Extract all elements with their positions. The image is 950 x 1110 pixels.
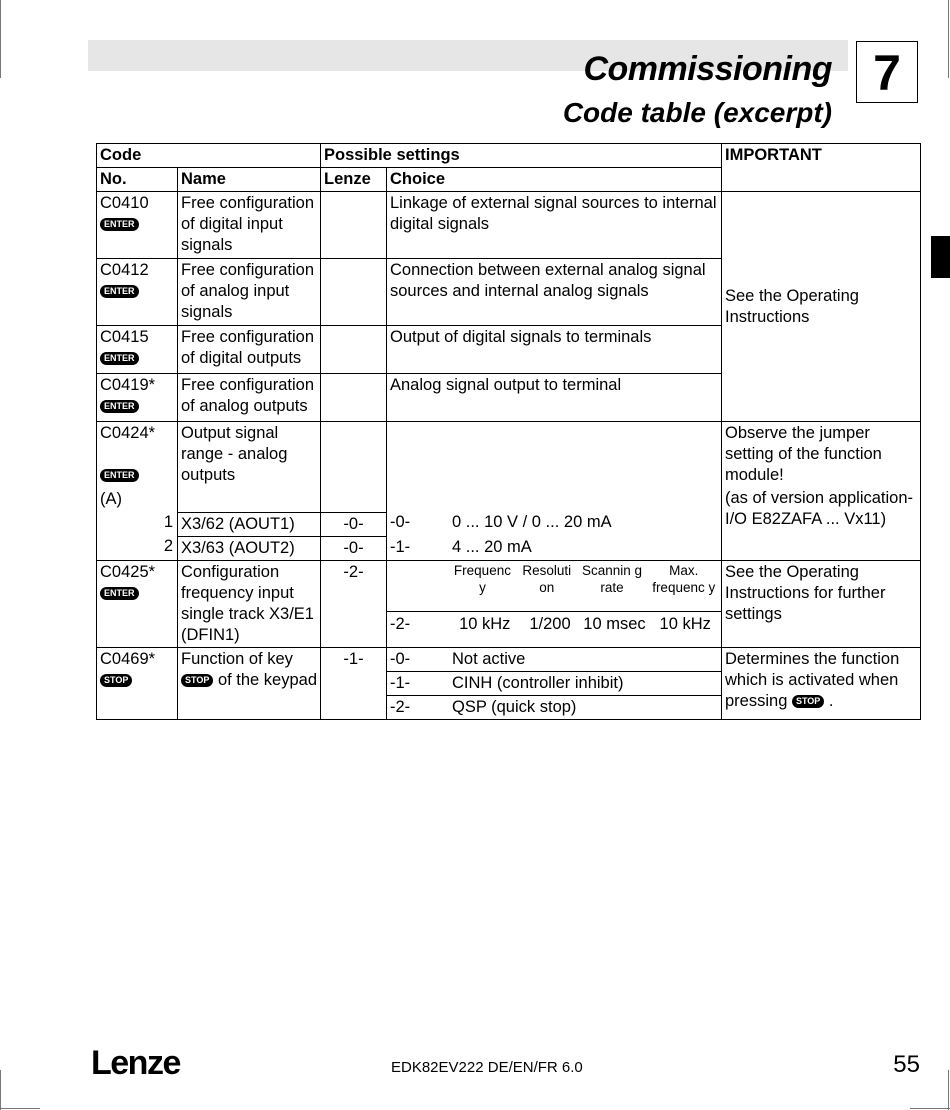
code-number: C0419*	[100, 376, 156, 394]
choice-cell: Linkage of external signal sources to internal digital signals	[387, 192, 722, 259]
option-code: -2-	[390, 698, 411, 716]
option-code: -2-	[390, 615, 411, 634]
header-name: Name	[178, 168, 321, 192]
name-cell	[178, 648, 321, 720]
important-cell: See the Operating Instructions for further settings	[722, 561, 921, 648]
name-cell: Free configuration of digital input signals	[178, 192, 321, 259]
choice-cell: Analog signal output to terminal	[387, 374, 722, 422]
col-resolution: Resoluti on	[522, 563, 572, 595]
option-code: -1-	[390, 538, 411, 556]
name-cell: Free configuration of analog input signals	[178, 259, 321, 326]
value-scanning-rate: 10 msec	[583, 615, 646, 634]
code-cell	[97, 326, 178, 374]
option-row	[387, 612, 721, 637]
code-number: C0469*	[100, 650, 156, 668]
col-frequency: Frequenc y	[453, 563, 511, 595]
crop-mark	[948, 0, 949, 78]
table-header-row	[97, 144, 921, 168]
name-text: Function of key	[181, 650, 293, 668]
lenze-cell	[321, 192, 387, 259]
option-code: -1-	[390, 674, 411, 692]
option-row	[387, 510, 721, 535]
header-lenze: Lenze	[321, 168, 387, 192]
option-text: 0 ... 10 V / 0 ... 20 mA	[452, 513, 612, 531]
stop-key-icon: STOP	[100, 674, 132, 687]
frequency-header	[387, 561, 721, 597]
lenze-cell: -0-	[321, 513, 387, 537]
important-cell	[722, 422, 921, 561]
option-text: QSP (quick stop)	[452, 698, 577, 716]
code-cell	[97, 374, 178, 422]
table-row	[97, 192, 921, 259]
option-row	[387, 535, 721, 560]
code-number: C0412	[100, 261, 149, 279]
name-cell: Free configuration of digital outputs	[178, 326, 321, 374]
enter-key-icon: ENTER	[100, 587, 139, 600]
choice-cell	[387, 648, 722, 672]
code-number: C0415	[100, 328, 149, 346]
option-header-row	[387, 561, 721, 597]
code-cell	[97, 648, 178, 720]
enter-key-icon: ENTER	[100, 469, 139, 482]
table-row	[97, 648, 921, 672]
crop-mark	[0, 1108, 40, 1109]
choice-cell	[387, 422, 722, 561]
important-cell: See the Operating Instructions	[722, 192, 921, 422]
code-subcode: (A)	[100, 490, 122, 508]
lenze-cell	[321, 259, 387, 326]
lenze-cell: -0-	[321, 537, 387, 561]
name-text: of the keypad	[217, 671, 318, 689]
name-cell: X3/63 (AOUT2)	[178, 537, 321, 561]
option-table	[387, 648, 721, 671]
crop-mark	[0, 1070, 1, 1110]
header-code: Code	[97, 144, 321, 168]
option-code: -0-	[390, 650, 411, 668]
col-scanning-rate: Scannin g rate	[581, 563, 643, 595]
choice-cell: Connection between external analog signal sources and internal analog signals	[387, 259, 722, 326]
frequency-values	[387, 612, 721, 637]
code-number: C0424*	[100, 424, 156, 442]
col-max-frequency: Max. frequenc y	[652, 563, 716, 595]
code-table	[96, 143, 921, 720]
lenze-cell	[321, 326, 387, 374]
code-cell	[97, 192, 178, 259]
option-text: CINH (controller inhibit)	[452, 674, 624, 692]
lenze-cell: -2-	[321, 561, 387, 648]
lenze-logo: Lenze	[91, 1044, 180, 1082]
table-row	[97, 561, 921, 612]
enter-key-icon: ENTER	[100, 218, 139, 231]
important-note: (as of version application-I/O E82ZAFA ... Vx11)	[725, 489, 914, 528]
code-number: C0410	[100, 194, 149, 212]
value-max-frequency: 10 kHz	[659, 615, 711, 634]
header-important: IMPORTANT	[722, 144, 921, 192]
chapter-number: 7	[856, 41, 918, 103]
enter-key-icon: ENTER	[100, 400, 139, 413]
table-row	[97, 422, 921, 513]
subcode-index: 2	[163, 537, 173, 555]
chapter-tab-marker	[931, 236, 950, 278]
header-possible-settings: Possible settings	[321, 144, 722, 168]
stop-key-icon: STOP	[181, 674, 213, 687]
value-frequency: 10 kHz	[459, 615, 511, 634]
value-resolution: 1/200	[529, 615, 571, 634]
page-subtitle: Code table (excerpt)	[562, 97, 832, 128]
lenze-cell: -1-	[321, 648, 387, 720]
important-note: Determines the function which is activated when pressing	[725, 650, 900, 710]
choice-cell	[387, 696, 722, 720]
option-text: 4 ... 20 mA	[452, 538, 532, 556]
name-cell: Free configuration of analog outputs	[178, 374, 321, 422]
important-cell: Determines the function which is activated when pressing STOP .	[722, 648, 921, 720]
choice-options	[387, 510, 721, 560]
document-id: EDK82EV222 DE/EN/FR 6.0	[391, 1059, 583, 1076]
option-code: -0-	[390, 513, 411, 531]
important-note: Observe the jumper setting of the function module!	[725, 424, 882, 484]
enter-key-icon: ENTER	[100, 285, 139, 298]
enter-key-icon: ENTER	[100, 352, 139, 365]
name-cell: Configuration frequency input single track X3/E1 (DFIN1)	[178, 561, 321, 648]
code-cell	[97, 422, 178, 561]
choice-cell: Output of digital signals to terminals	[387, 326, 722, 374]
page-number: 55	[893, 1051, 920, 1078]
lenze-cell	[321, 422, 387, 513]
option-table	[387, 672, 721, 695]
option-table	[387, 696, 721, 719]
option-text: Not active	[452, 650, 526, 668]
option-row	[387, 672, 721, 695]
page-title: Commissioning	[583, 50, 832, 88]
choice-cell	[387, 612, 722, 648]
name-cell: Output signal range - analog outputs	[178, 422, 321, 513]
crop-mark	[910, 1108, 950, 1109]
choice-header-cell	[387, 561, 722, 612]
lenze-cell	[321, 374, 387, 422]
crop-mark	[0, 0, 1, 78]
code-cell	[97, 561, 178, 648]
stop-key-icon: STOP	[792, 695, 824, 708]
option-row	[387, 696, 721, 719]
name-cell: X3/62 (AOUT1)	[178, 513, 321, 537]
header-choice: Choice	[387, 168, 722, 192]
subcode-index: 1	[163, 513, 173, 531]
header-no: No.	[97, 168, 178, 192]
choice-cell	[387, 672, 722, 696]
crop-mark	[948, 1070, 949, 1110]
code-cell	[97, 259, 178, 326]
option-row	[387, 648, 721, 671]
code-number: C0425*	[100, 563, 156, 581]
